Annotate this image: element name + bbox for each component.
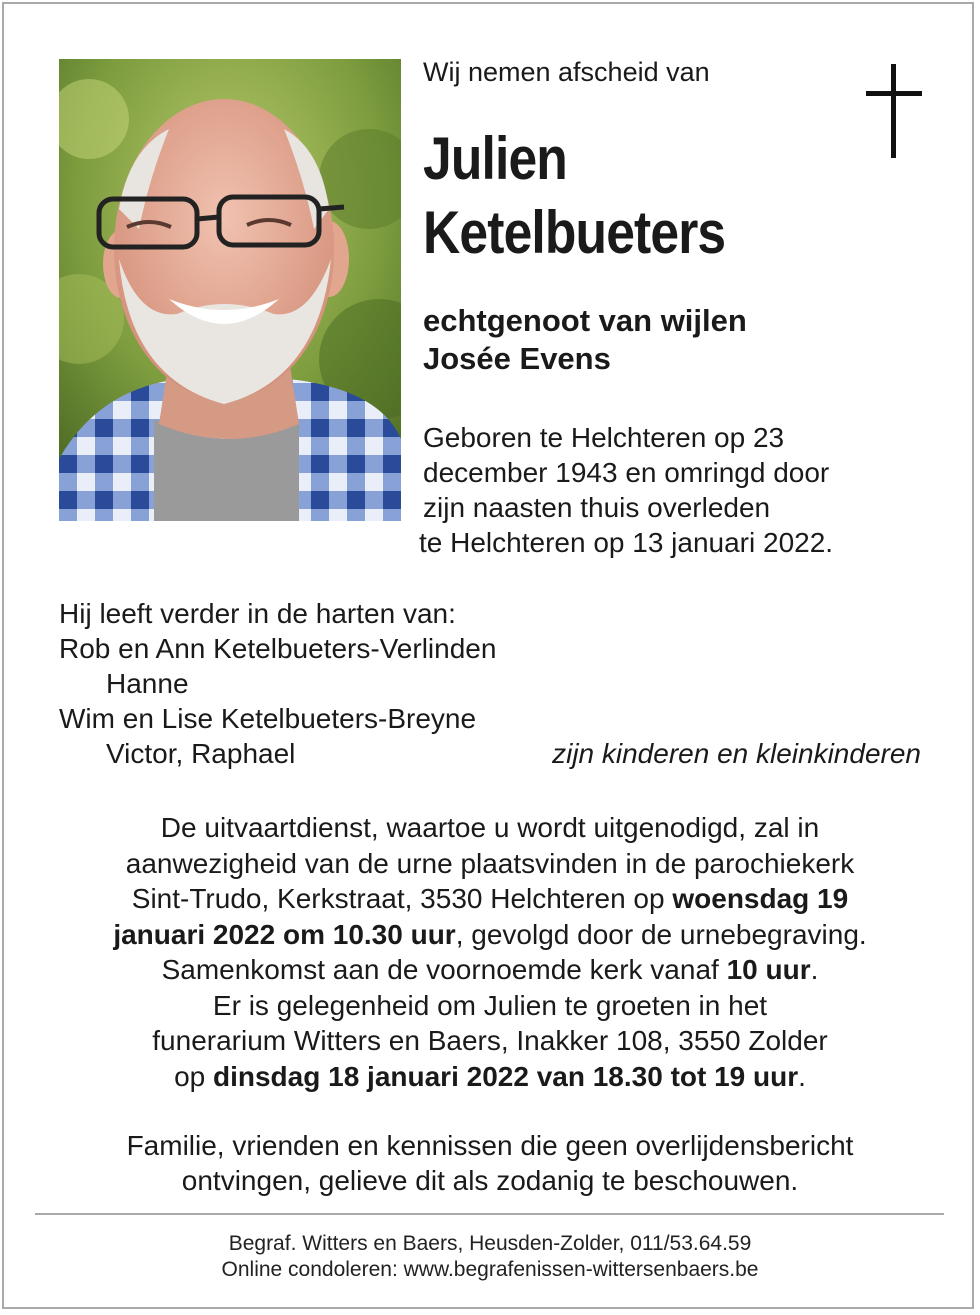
service-line: funerarium Witters en Baers, Inakker 108, 3550 Zolder xyxy=(152,1025,828,1056)
spouse-line-2: Josée Evens xyxy=(423,341,611,376)
service-info xyxy=(40,810,940,1094)
service-line: Er is gelegenheid om Julien te groeten in het xyxy=(212,989,768,1021)
born-line: zijn naasten thuis overleden xyxy=(423,492,771,523)
gathering-time-bold: 10 uur xyxy=(726,954,811,985)
service-line: Samenkomst aan de voornoemde kerk vanaf 10 uur. xyxy=(161,954,819,985)
condolence-link[interactable]: Online condoleren: www.begrafenissen-wittersenbaers.be xyxy=(221,1258,759,1281)
family-line: Rob en Ann Ketelbueters-Verlinden xyxy=(59,633,497,664)
service-line: op dinsdag 18 januari 2022 van 18.30 tot 19 uur. xyxy=(174,1060,806,1092)
service-line: januari 2022 om 10.30 uur, gevolgd door de urnebegraving. xyxy=(113,918,867,950)
family-line: Hanne xyxy=(106,668,189,699)
service-line: De uitvaartdienst, waartoe u wordt uitgenodigd, zal in xyxy=(160,812,820,843)
closing-line: ontvingen, gelieve dit als zodanig te beschouwen. xyxy=(181,1165,799,1196)
family-line: Victor, Raphael xyxy=(106,738,296,769)
family-line-last xyxy=(59,736,921,771)
family-relation: zijn kinderen en kleinkinderen xyxy=(552,738,921,769)
last-name: Ketelbueters xyxy=(423,199,726,266)
family-line: Wim en Lise Ketelbueters-Breyne xyxy=(59,703,477,734)
visitation-time-bold: dinsdag 18 januari 2022 van 18.30 tot 19 uur xyxy=(213,1060,799,1092)
funeral-home-info: Begraf. Witters en Baers, Heusden-Zolder, 011/53.64.59 xyxy=(228,1232,752,1255)
spouse-line-1: echtgenoot van wijlen xyxy=(423,303,747,338)
cross-icon xyxy=(866,64,922,158)
deceased-name xyxy=(423,122,725,270)
footer-divider xyxy=(35,1213,944,1215)
closing-note xyxy=(40,1128,940,1198)
first-name: Julien xyxy=(423,125,567,192)
service-line: aanwezigheid van de urne plaatsvinden in de parochiekerk xyxy=(125,847,855,879)
service-time-bold: januari 2022 om 10.30 uur xyxy=(113,918,456,950)
portrait-photo xyxy=(59,59,401,521)
spouse-info xyxy=(423,302,747,378)
birth-death-info xyxy=(419,420,834,560)
footer xyxy=(40,1231,940,1283)
born-line: Geboren te Helchteren op 23 xyxy=(423,422,785,453)
family-heading: Hij leeft verder in de harten van: xyxy=(59,598,456,629)
service-date-bold: woensdag 19 xyxy=(672,883,849,914)
service-line: Sint-Trudo, Kerkstraat, 3530 Helchteren op woensdag 19 xyxy=(131,883,849,914)
born-line: december 1943 en omringd door xyxy=(423,457,830,488)
intro-text: Wij nemen afscheid van xyxy=(423,57,710,87)
born-line: te Helchteren op 13 januari 2022. xyxy=(419,527,834,558)
family-list xyxy=(59,596,921,771)
closing-line: Familie, vrienden en kennissen die geen overlijdensbericht xyxy=(126,1130,854,1161)
